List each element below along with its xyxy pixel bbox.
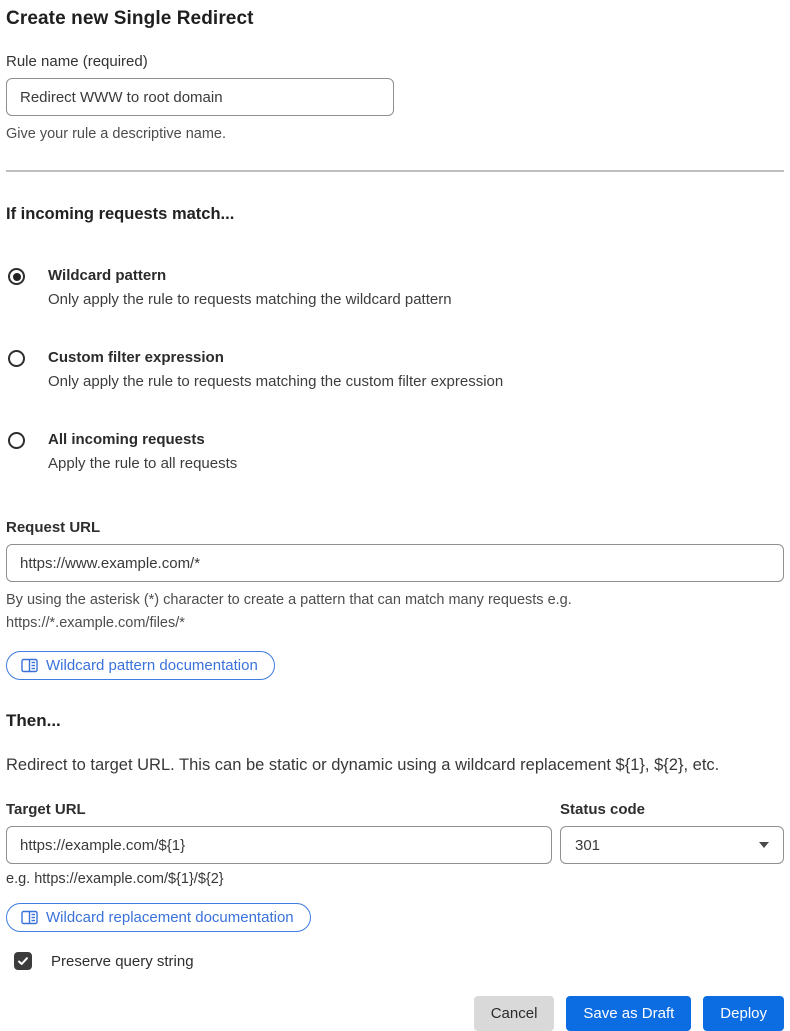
rule-name-label: Rule name (required) <box>6 53 148 70</box>
radio-icon[interactable] <box>8 268 25 285</box>
wildcard-pattern-docs-label: Wildcard pattern documentation <box>46 657 258 674</box>
status-code-value: 301 <box>575 836 601 854</box>
target-url-helper: e.g. https://example.com/${1}/${2} <box>6 871 224 887</box>
section-divider <box>6 170 784 172</box>
status-code-select[interactable] <box>560 826 784 864</box>
footer-actions <box>6 996 784 1031</box>
preserve-query-row[interactable] <box>6 952 784 970</box>
match-type-radio-group <box>6 267 784 473</box>
radio-option-label: Custom filter expression <box>48 349 224 366</box>
chevron-down-icon <box>759 842 769 848</box>
page-title: Create new Single Redirect <box>6 8 254 29</box>
wildcard-pattern-docs-button[interactable] <box>6 651 275 680</box>
radio-option-all-requests[interactable] <box>6 431 784 473</box>
match-section-heading: If incoming requests match... <box>6 205 235 223</box>
request-url-helper-line1: By using the asterisk (*) character to create a pattern that can match many requests e.g. <box>6 592 572 608</box>
wildcard-replacement-docs-label: Wildcard replacement documentation <box>46 909 294 926</box>
wildcard-replacement-docs-button[interactable] <box>6 903 311 932</box>
request-url-helper <box>6 589 784 635</box>
request-url-helper-line2: https://*.example.com/files/* <box>6 615 185 631</box>
radio-icon[interactable] <box>8 432 25 449</box>
status-code-label: Status code <box>560 801 646 818</box>
cancel-button[interactable]: Cancel <box>474 996 555 1031</box>
preserve-query-checkbox[interactable] <box>14 952 32 970</box>
radio-icon[interactable] <box>8 350 25 367</box>
radio-option-description: Apply the rule to all requests <box>48 455 238 472</box>
book-icon <box>21 658 38 673</box>
target-row <box>6 801 784 887</box>
radio-option-wildcard-pattern[interactable] <box>6 267 784 309</box>
book-icon <box>21 910 38 925</box>
radio-option-label: Wildcard pattern <box>48 267 167 284</box>
radio-option-custom-filter[interactable] <box>6 349 784 391</box>
deploy-button[interactable]: Deploy <box>703 996 784 1031</box>
then-section-description: Redirect to target URL. This can be static or dynamic using a wildcard replacement ${1}, ${2}, etc. <box>6 756 720 774</box>
rule-name-helper: Give your rule a descriptive name. <box>6 126 227 142</box>
preserve-query-label: Preserve query string <box>51 952 194 970</box>
radio-option-description: Only apply the rule to requests matching the custom filter expression <box>48 373 504 390</box>
target-url-input[interactable] <box>6 826 552 864</box>
radio-option-description: Only apply the rule to requests matching the wildcard pattern <box>48 291 452 308</box>
rule-name-input[interactable] <box>6 78 394 116</box>
radio-option-label: All incoming requests <box>48 431 205 448</box>
request-url-label: Request URL <box>6 519 101 536</box>
then-section-heading: Then... <box>6 711 61 730</box>
save-as-draft-button[interactable]: Save as Draft <box>566 996 691 1031</box>
target-url-label: Target URL <box>6 801 86 818</box>
request-url-input[interactable] <box>6 544 784 582</box>
